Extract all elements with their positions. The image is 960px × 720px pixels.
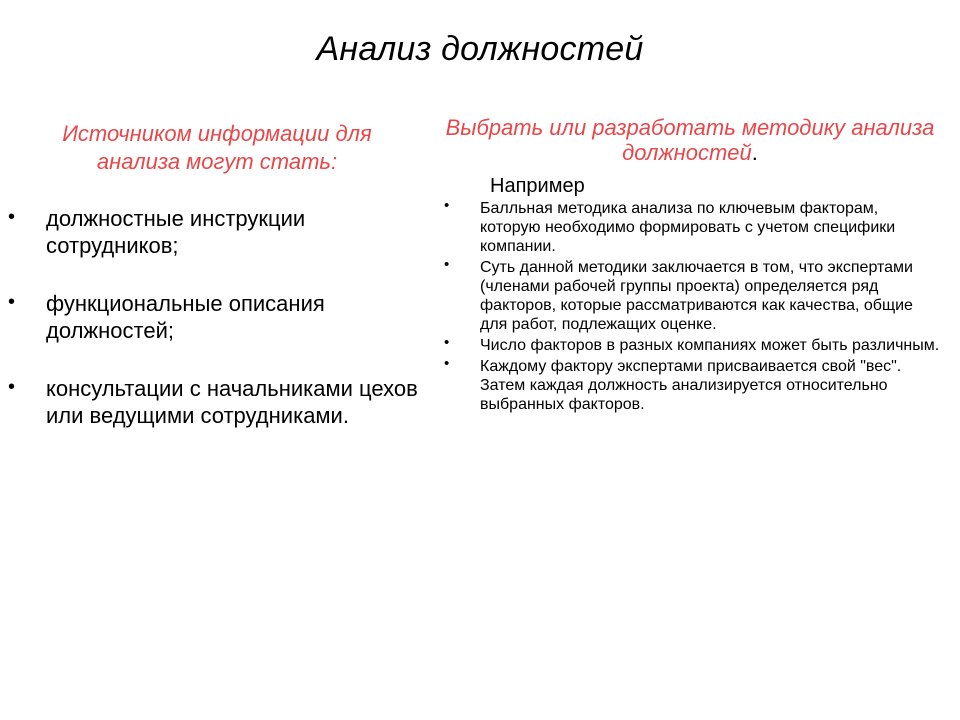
slide-title: Анализ должностей — [316, 30, 644, 68]
right-heading-period: . — [751, 140, 758, 165]
left-list-item-text: должностные инструкции сотрудников; — [46, 206, 306, 258]
left-list-item — [0, 290, 420, 344]
right-list-item-text: Суть данной методики заключается в том, что экспертами (членами рабочей группы проекта) определяется ряд факторов, которые рассматриваются как качества, общие для работ, подлежащих оценке. — [480, 259, 913, 333]
right-list-item — [440, 199, 940, 256]
right-subheading: Например — [490, 175, 585, 197]
left-list-item — [0, 205, 420, 259]
left-column-heading: Источником информации для анализа могут стать: — [62, 121, 372, 174]
left-list-item — [0, 375, 420, 429]
bullet-icon: • — [8, 291, 16, 313]
right-list-item-text: Каждому фактору экспертами присваивается свой "вес". Затем каждая должность анализируется относительно выбранных факторов. — [480, 358, 902, 413]
bullet-icon: • — [444, 334, 450, 351]
bullet-icon: • — [444, 256, 450, 273]
left-list-item-text: функциональные описания должностей; — [46, 291, 325, 343]
left-list-item-text: консультации с начальниками цехов или ведущими сотрудниками. — [46, 376, 418, 428]
right-list-item-text: Число факторов в разных компаниях может быть различным. — [480, 337, 940, 354]
bullet-icon: • — [444, 197, 450, 214]
bullet-icon: • — [8, 206, 16, 228]
right-list-item — [440, 357, 940, 414]
right-column-heading — [440, 115, 940, 165]
right-list-item — [440, 336, 940, 355]
left-bullet-list — [0, 205, 420, 460]
right-bullet-list — [440, 199, 940, 416]
right-heading-text: Выбрать или разработать методику анализа должностей — [445, 115, 935, 165]
bullet-icon: • — [8, 376, 16, 398]
bullet-icon: • — [444, 355, 450, 372]
right-list-item — [440, 258, 940, 334]
right-list-item-text: Балльная методика анализа по ключевым факторам, которую необходимо формировать с учетом специфики компании. — [480, 200, 896, 255]
